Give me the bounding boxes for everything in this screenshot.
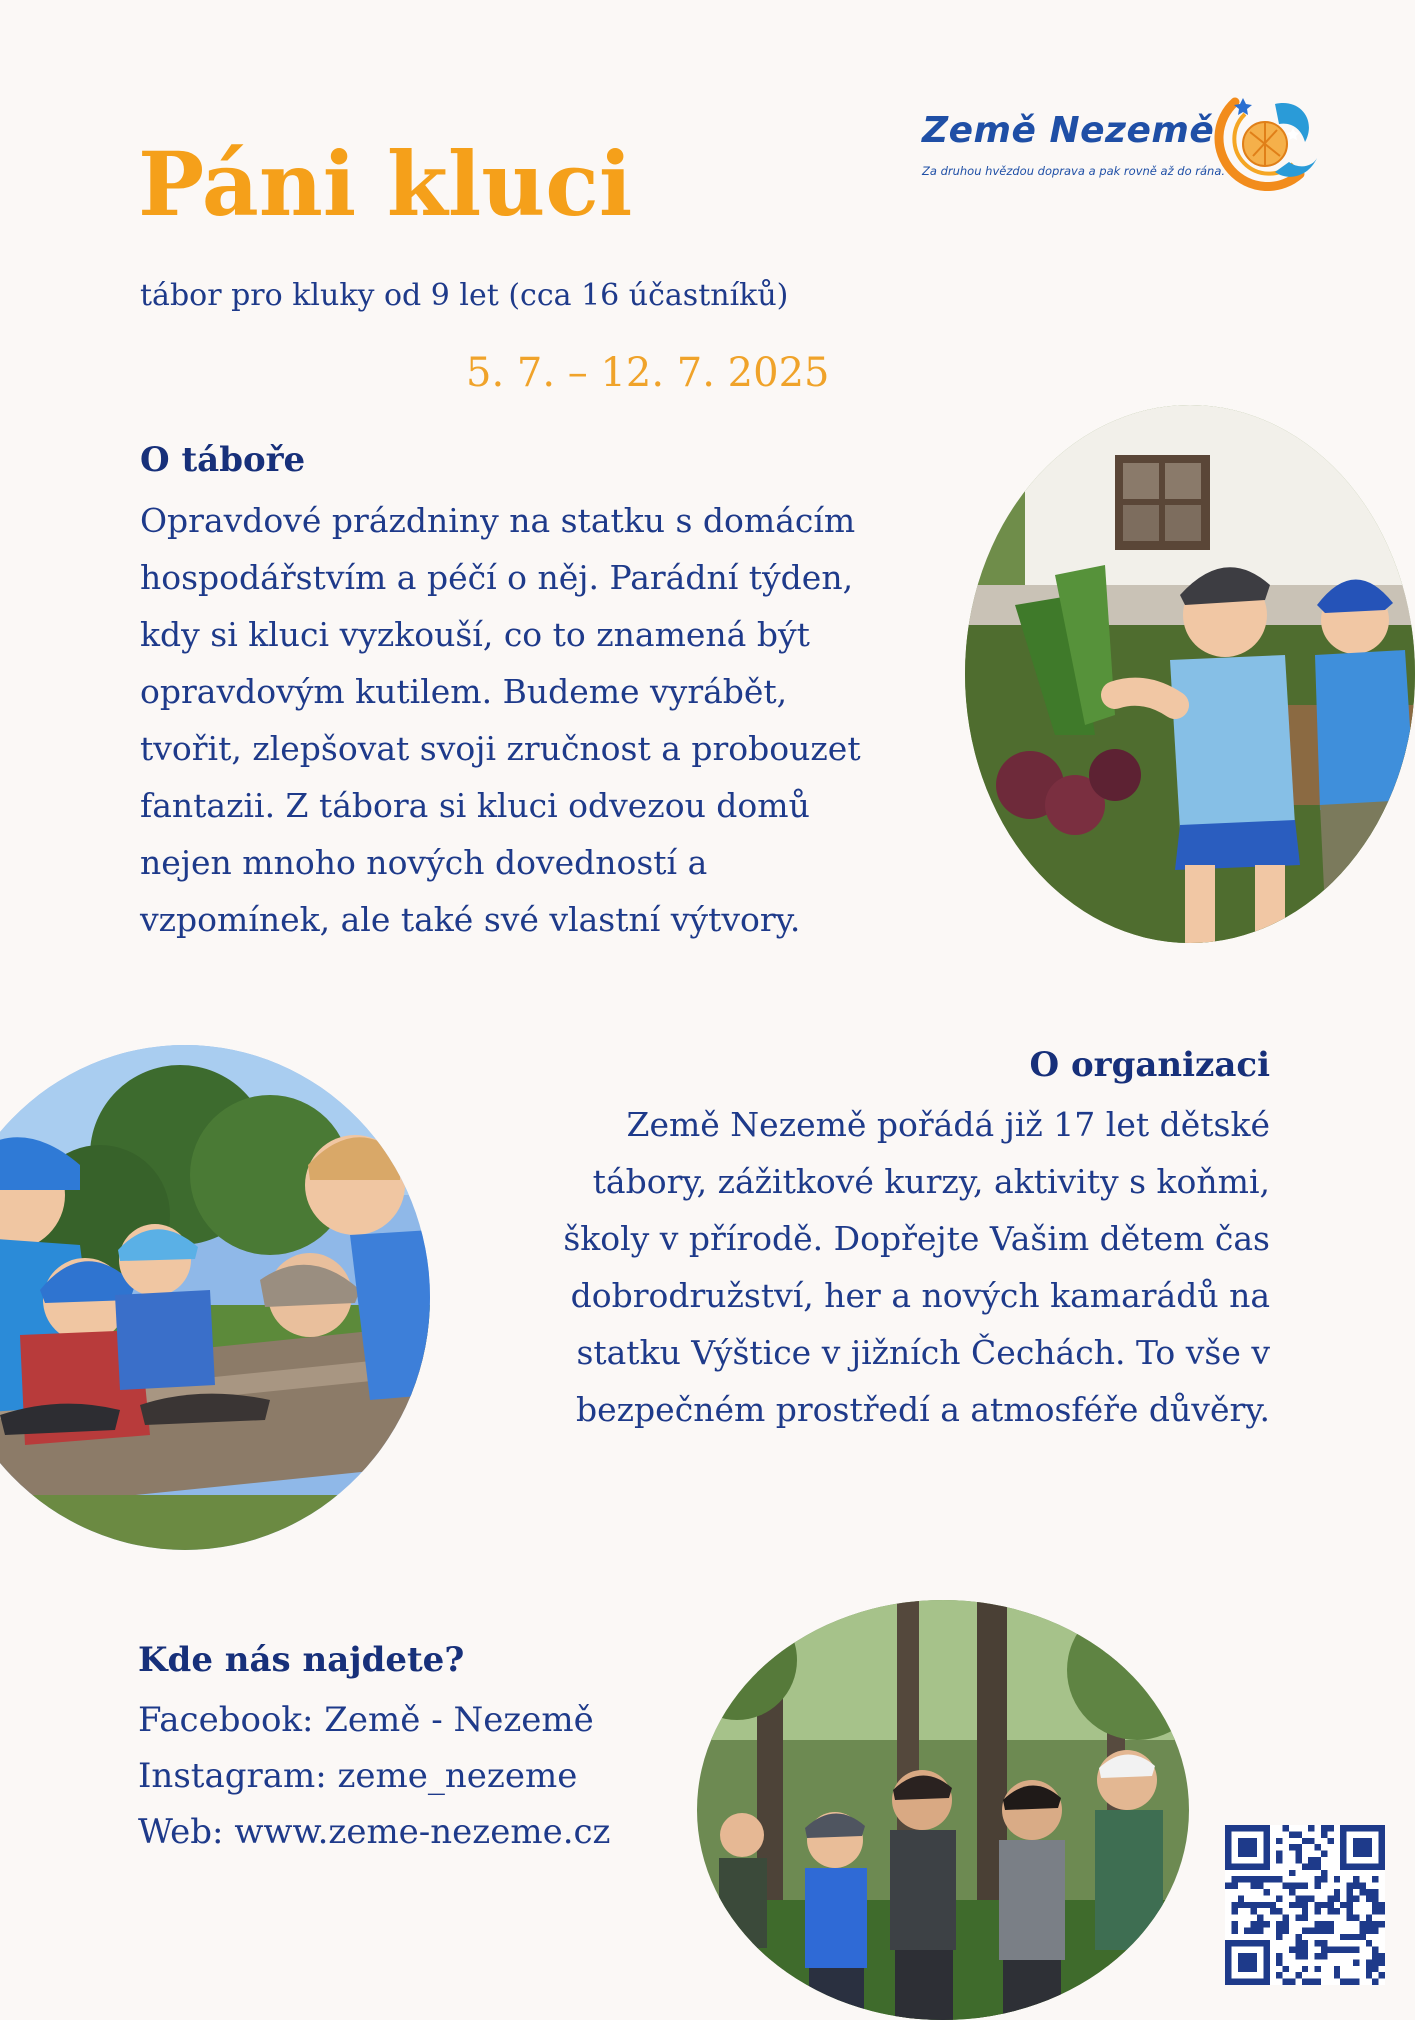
qr-module <box>1238 1838 1257 1857</box>
about-org-line: dobrodružství, her a nových kamarádů na <box>570 1276 1270 1315</box>
qr-module <box>1334 1876 1340 1882</box>
qr-module <box>1315 1979 1321 1985</box>
about-org-line: školy v přírodě. Dopřejte Vašim dětem čas <box>563 1219 1270 1258</box>
qr-module <box>1321 1940 1327 1946</box>
qr-module <box>1302 1979 1308 1985</box>
qr-module <box>1289 1902 1295 1908</box>
qr-module <box>1315 1902 1321 1908</box>
qr-module <box>1315 1940 1321 1946</box>
qr-module <box>1321 1927 1327 1933</box>
qr-module <box>1295 1972 1301 1978</box>
qr-module <box>1347 1895 1353 1901</box>
qr-module <box>1366 1972 1372 1978</box>
qr-module <box>1347 1908 1353 1914</box>
qr-module <box>1308 1927 1314 1933</box>
logo-tagline: Za druhou hvězdou doprava a pak rovně až do rána. <box>922 164 1226 178</box>
qr-module <box>1327 1895 1333 1901</box>
qr-module <box>1340 1979 1346 1985</box>
qr-module <box>1302 1927 1308 1933</box>
qr-module <box>1353 1947 1359 1953</box>
about-org-text <box>470 1096 1270 1438</box>
qr-module <box>1251 1883 1257 1889</box>
qr-module <box>1231 1902 1237 1908</box>
qr-module <box>1251 1921 1257 1927</box>
qr-module <box>1327 1947 1333 1953</box>
qr-module <box>1334 1972 1340 1978</box>
logo-emblem-icon <box>1205 92 1320 192</box>
find-us-heading: Kde nás najdete? <box>138 1640 465 1680</box>
about-camp-line: fantazii. Z tábora si kluci odvezou domů <box>140 786 810 825</box>
logo-name: Země Nezemě <box>922 110 1215 151</box>
qr-module <box>1238 1953 1257 1972</box>
qr-module <box>1353 1915 1359 1921</box>
qr-module <box>1366 1966 1372 1972</box>
qr-module <box>1225 1883 1231 1889</box>
qr-module <box>1263 1921 1269 1927</box>
qr-module <box>1308 1825 1314 1831</box>
qr-module <box>1231 1908 1237 1914</box>
qr-module <box>1276 1908 1282 1914</box>
qr-module <box>1321 1831 1327 1837</box>
qr-module <box>1366 1959 1372 1965</box>
qr-module <box>1321 1851 1327 1857</box>
qr-module <box>1302 1953 1308 1959</box>
qr-module <box>1379 1921 1385 1927</box>
qr-module <box>1321 1876 1327 1882</box>
qr-module <box>1372 1921 1378 1927</box>
qr-module <box>1372 1947 1378 1953</box>
qr-module <box>1315 1966 1321 1972</box>
qr-module <box>1327 1825 1333 1831</box>
qr-module <box>1353 1895 1359 1901</box>
qr-module <box>1334 1947 1340 1953</box>
qr-module <box>1366 1940 1372 1946</box>
qr-module <box>1244 1902 1250 1908</box>
qr-module <box>1302 1947 1308 1953</box>
qr-module <box>1334 1889 1340 1895</box>
qr-module <box>1302 1902 1308 1908</box>
qr-module <box>1340 1902 1346 1908</box>
qr-module <box>1238 1895 1244 1901</box>
facebook-link[interactable]: Facebook: Země - Nezemě <box>138 1700 594 1740</box>
qr-module <box>1353 1876 1359 1882</box>
boys-crafting-at-table-photo <box>0 1045 430 1550</box>
qr-module <box>1347 1979 1353 1985</box>
qr-module <box>1315 1883 1321 1889</box>
about-org-line: bezpečném prostředí a atmosféře důvěry. <box>576 1390 1270 1429</box>
qr-module <box>1347 1883 1353 1889</box>
qr-module <box>1295 1940 1301 1946</box>
qr-module <box>1263 1902 1269 1908</box>
qr-module <box>1283 1927 1289 1933</box>
qr-module <box>1372 1895 1378 1901</box>
qr-module <box>1283 1979 1289 1985</box>
about-camp-line: tvořit, zlepšovat svoji zručnost a probouzet <box>140 729 861 768</box>
qr-module <box>1315 1857 1321 1863</box>
about-camp-line: opravdovým kutilem. Budeme vyrábět, <box>140 672 788 711</box>
qr-module <box>1251 1908 1257 1914</box>
qr-module <box>1372 1902 1378 1908</box>
qr-module <box>1302 1966 1308 1972</box>
qr-module <box>1231 1883 1237 1889</box>
qr-module <box>1276 1959 1282 1965</box>
qr-module <box>1283 1966 1289 1972</box>
qr-module <box>1238 1902 1244 1908</box>
website-link[interactable]: Web: www.zeme-nezeme.cz <box>138 1812 611 1852</box>
qr-module <box>1231 1876 1237 1882</box>
qr-module <box>1302 1908 1308 1914</box>
qr-module <box>1283 1915 1289 1921</box>
qr-module <box>1251 1927 1257 1933</box>
qr-module <box>1302 1915 1308 1921</box>
qr-module <box>1327 1902 1333 1908</box>
page-title: Páni kluci <box>138 132 633 236</box>
instagram-link[interactable]: Instagram: zeme_nezeme <box>138 1756 578 1796</box>
qr-module <box>1321 1902 1327 1908</box>
qr-module <box>1270 1908 1276 1914</box>
qr-module <box>1321 1947 1327 1953</box>
qr-module <box>1295 1915 1301 1921</box>
camp-subtitle: tábor pro kluky od 9 let (cca 16 účastníků) <box>140 278 789 313</box>
qr-module <box>1315 1908 1321 1914</box>
qr-module <box>1270 1876 1276 1882</box>
qr-module <box>1334 1908 1340 1914</box>
qr-module <box>1347 1902 1353 1908</box>
qr-module <box>1276 1927 1282 1933</box>
qr-module <box>1257 1883 1263 1889</box>
qr-module <box>1295 1902 1301 1908</box>
qr-module <box>1276 1934 1282 1940</box>
qr-module <box>1359 1889 1365 1895</box>
qr-module <box>1276 1921 1282 1927</box>
qr-module <box>1372 1979 1378 1985</box>
qr-module <box>1347 1889 1353 1895</box>
qr-module <box>1276 1838 1282 1844</box>
qr-module <box>1327 1838 1333 1844</box>
boys-in-forest-photo <box>697 1600 1189 2020</box>
qr-module <box>1372 1908 1378 1914</box>
qr-module <box>1276 1953 1282 1959</box>
qr-module <box>1372 1927 1378 1933</box>
qr-module <box>1251 1876 1257 1882</box>
qr-module <box>1276 1972 1282 1978</box>
qr-module <box>1321 1921 1327 1927</box>
qr-module <box>1340 1947 1346 1953</box>
qr-module <box>1379 1972 1385 1978</box>
qr-module <box>1302 1883 1308 1889</box>
qr-module <box>1257 1876 1263 1882</box>
qr-module <box>1372 1953 1378 1959</box>
qr-module <box>1308 1857 1314 1863</box>
about-org-line: Země Nezemě pořádá již 17 let dětské <box>626 1105 1270 1144</box>
qr-module <box>1359 1883 1365 1889</box>
qr-module <box>1302 1940 1308 1946</box>
qr-module <box>1295 1895 1301 1901</box>
qr-module <box>1315 1876 1321 1882</box>
qr-module <box>1308 1979 1314 1985</box>
qr-module <box>1315 1927 1321 1933</box>
about-camp-line: nejen mnoho nových dovedností a <box>140 843 708 882</box>
qr-module <box>1276 1895 1282 1901</box>
qr-module <box>1321 1870 1327 1876</box>
qr-module <box>1359 1927 1365 1933</box>
qr-module <box>1308 1863 1314 1869</box>
qr-module <box>1347 1915 1353 1921</box>
qr-module <box>1366 1895 1372 1901</box>
qr-module <box>1231 1921 1237 1927</box>
qr-module <box>1353 1838 1372 1857</box>
qr-module <box>1308 1895 1314 1901</box>
logo <box>920 92 1320 192</box>
qr-module <box>1340 1934 1346 1940</box>
qr-module <box>1295 1831 1301 1837</box>
qr-module <box>1315 1844 1321 1850</box>
qr-module <box>1372 1966 1378 1972</box>
qr-module <box>1327 1921 1333 1927</box>
qr-module <box>1231 1927 1237 1933</box>
qr-module <box>1295 1844 1301 1850</box>
qr-module <box>1295 1947 1301 1953</box>
qr-module <box>1289 1947 1295 1953</box>
qr-module <box>1289 1831 1295 1837</box>
about-org-heading: O organizaci <box>1029 1045 1270 1085</box>
qr-module <box>1334 1966 1340 1972</box>
qr-module <box>1295 1857 1301 1863</box>
qr-module <box>1289 1844 1295 1850</box>
qr-module <box>1244 1927 1250 1933</box>
qr-module <box>1302 1838 1308 1844</box>
qr-module <box>1283 1883 1289 1889</box>
qr-module <box>1366 1889 1372 1895</box>
qr-code[interactable] <box>1225 1825 1385 1985</box>
about-camp-line: vzpomínek, ale také své vlastní výtvory. <box>140 900 801 939</box>
qr-module <box>1302 1863 1308 1869</box>
qr-module <box>1321 1953 1327 1959</box>
qr-module <box>1295 1934 1301 1940</box>
about-org-line: statku Výštice v jižních Čechách. To vše v <box>576 1333 1270 1372</box>
qr-module <box>1372 1959 1378 1965</box>
qr-module <box>1379 1902 1385 1908</box>
about-camp-heading: O táboře <box>140 440 306 480</box>
qr-module <box>1366 1927 1372 1933</box>
about-org-line: tábory, zážitkové kurzy, aktivity s koňmi, <box>592 1162 1270 1201</box>
qr-module <box>1289 1889 1295 1895</box>
qr-module <box>1347 1934 1353 1940</box>
about-camp-line: kdy si kluci vyzkouší, co to znamená být <box>140 615 810 654</box>
qr-module <box>1257 1921 1263 1927</box>
qr-module <box>1315 1863 1321 1869</box>
qr-module <box>1295 1883 1301 1889</box>
qr-module <box>1308 1838 1314 1844</box>
qr-module <box>1366 1915 1372 1921</box>
qr-module <box>1257 1915 1263 1921</box>
qr-module <box>1283 1825 1289 1831</box>
qr-module <box>1347 1947 1353 1953</box>
qr-module <box>1379 1959 1385 1965</box>
qr-module <box>1263 1889 1269 1895</box>
qr-module <box>1295 1851 1301 1857</box>
qr-module <box>1359 1934 1365 1940</box>
qr-module <box>1302 1895 1308 1901</box>
boy-with-beetroots-photo <box>965 405 1415 943</box>
qr-module <box>1372 1889 1378 1895</box>
qr-module <box>1257 1927 1263 1933</box>
qr-module <box>1353 1883 1359 1889</box>
qr-module <box>1270 1902 1276 1908</box>
qr-module <box>1257 1902 1263 1908</box>
qr-module <box>1353 1959 1359 1965</box>
qr-module <box>1276 1851 1282 1857</box>
camp-dates: 5. 7. – 12. 7. 2025 <box>466 350 830 396</box>
qr-module <box>1283 1921 1289 1927</box>
qr-module <box>1289 1979 1295 1985</box>
qr-module <box>1372 1876 1378 1882</box>
qr-module <box>1276 1857 1282 1863</box>
qr-module <box>1359 1921 1365 1927</box>
qr-module <box>1244 1876 1250 1882</box>
qr-module <box>1289 1883 1295 1889</box>
qr-module <box>1315 1953 1321 1959</box>
about-camp-line: Opravdové prázdniny na statku s domácím <box>140 501 856 540</box>
qr-module <box>1353 1979 1359 1985</box>
qr-module <box>1366 1921 1372 1927</box>
qr-module <box>1289 1870 1295 1876</box>
qr-module <box>1276 1876 1282 1882</box>
qr-module <box>1238 1876 1244 1882</box>
qr-module <box>1295 1953 1301 1959</box>
qr-module <box>1315 1921 1321 1927</box>
qr-module <box>1334 1895 1340 1901</box>
about-camp-line: hospodářstvím a péčí o něj. Parádní týden, <box>140 558 854 597</box>
qr-module <box>1251 1902 1257 1908</box>
qr-module <box>1353 1934 1359 1940</box>
qr-module <box>1327 1927 1333 1933</box>
qr-module <box>1263 1876 1269 1882</box>
qr-module <box>1327 1908 1333 1914</box>
about-camp-text <box>140 492 940 948</box>
qr-module <box>1321 1825 1327 1831</box>
qr-module <box>1379 1953 1385 1959</box>
qr-module <box>1379 1908 1385 1914</box>
